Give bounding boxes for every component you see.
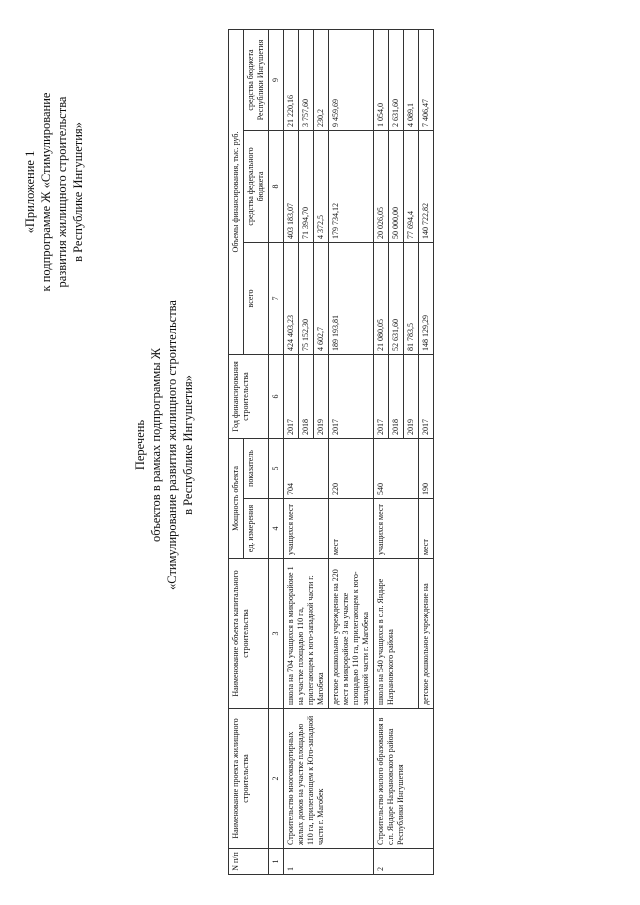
regional-cell: 2 631,60 xyxy=(389,29,404,130)
object-name: детское дошкольное учреждение на xyxy=(419,559,434,709)
col-num: 3 xyxy=(269,559,284,709)
header-capacity: Мощность объекта xyxy=(229,438,244,558)
col-num: 6 xyxy=(269,354,284,438)
title-line-3: «Стимулирование развития жилищного строительства xyxy=(165,300,179,590)
title-line-1: Перечень xyxy=(133,419,147,471)
year-cell: 2017 xyxy=(284,354,299,438)
federal-cell: 403 183,07 xyxy=(284,130,299,242)
regional-cell: 230,2 xyxy=(314,29,329,130)
federal-cell: 140 722,82 xyxy=(419,130,434,242)
col-num: 4 xyxy=(269,499,284,559)
year-cell: 2018 xyxy=(389,354,404,438)
federal-cell: 4 372,5 xyxy=(314,130,329,242)
capacity-unit: мест xyxy=(419,499,434,559)
federal-cell: 20 026,05 xyxy=(374,130,389,242)
appendix-header xyxy=(22,32,86,352)
column-number-row xyxy=(269,29,284,874)
regional-cell: 7 406,47 xyxy=(419,29,434,130)
year-cell: 2017 xyxy=(374,354,389,438)
year-cell: 2018 xyxy=(299,354,314,438)
document-title xyxy=(132,225,196,665)
header-total: всего xyxy=(244,242,269,354)
regional-cell: 1 054,0 xyxy=(374,29,389,130)
project-name: Строительство многоквартирных жилых домов на участке площадью 110 га, прилегающем к Юго-западной части г. Магобек xyxy=(284,709,374,849)
regional-cell: 21 220,16 xyxy=(284,29,299,130)
object-name: школа на 540 учащихся в с.п. Яндаре Назрановского района xyxy=(374,559,419,709)
row-number: 2 xyxy=(374,849,434,875)
year-cell: 2017 xyxy=(419,354,434,438)
header-unit: ед. измерения xyxy=(244,499,269,559)
federal-cell: 77 694,4 xyxy=(404,130,419,242)
capacity-value: 704 xyxy=(284,438,329,498)
total-cell: 4 602,7 xyxy=(314,242,329,354)
col-num: 1 xyxy=(269,849,284,875)
objects-table xyxy=(228,29,434,875)
appendix-line-4: в Республике Ингушетия» xyxy=(71,122,85,262)
capacity-unit: учащихся мест xyxy=(284,499,329,559)
total-cell: 189 193,81 xyxy=(329,242,374,354)
header-federal: средства федерального бюджета xyxy=(244,130,269,242)
header-project: Наименование проекта жилищного строительства xyxy=(229,709,269,849)
capacity-value: 540 xyxy=(374,438,419,498)
object-name: школа на 704 учащихся в микрорайоне 1 на участке площадью 110 га, прилегающем к юго-западной части г. Магобека xyxy=(284,559,329,709)
title-line-2: объектов в рамках подпрограммы Ж xyxy=(149,348,163,542)
federal-cell: 71 394,70 xyxy=(299,130,314,242)
total-cell: 148 129,29 xyxy=(419,242,434,354)
header-n: N п/п xyxy=(229,849,269,875)
header-object: Наименование объекта капитального строительства xyxy=(229,559,269,709)
project-name: Строительство жилого образования в с.п. Яндаре Назрановского района Республики Ингушетия xyxy=(374,709,434,849)
regional-cell: 3 757,60 xyxy=(299,29,314,130)
capacity-value: 190 xyxy=(419,438,434,498)
header-regional: средства бюджета Республики Ингушетия xyxy=(244,29,269,130)
col-num: 9 xyxy=(269,29,284,130)
table-row xyxy=(374,29,389,874)
federal-cell: 179 734,12 xyxy=(329,130,374,242)
regional-cell: 9 459,69 xyxy=(329,29,374,130)
appendix-line-2: к подпрограмме Ж «Стимулирование xyxy=(39,92,53,292)
col-num: 5 xyxy=(269,438,284,498)
capacity-unit: мест xyxy=(329,499,374,559)
year-cell: 2019 xyxy=(314,354,329,438)
regional-cell: 4 089,1 xyxy=(404,29,419,130)
col-num: 7 xyxy=(269,242,284,354)
row-number: 1 xyxy=(284,849,374,875)
year-cell: 2019 xyxy=(404,354,419,438)
header-year: Год финансирования строительства xyxy=(229,354,269,438)
title-line-4: в Республике Ингушетия» xyxy=(181,375,195,515)
appendix-line-3: развития жилищного строительства xyxy=(55,96,69,288)
federal-cell: 50 000,00 xyxy=(389,130,404,242)
year-cell: 2017 xyxy=(329,354,374,438)
header-indicator: показатель xyxy=(244,438,269,498)
total-cell: 75 152,30 xyxy=(299,242,314,354)
header-row-1 xyxy=(229,29,244,874)
total-cell: 81 783,5 xyxy=(404,242,419,354)
col-num: 2 xyxy=(269,709,284,849)
capacity-unit: учащихся мест xyxy=(374,499,419,559)
header-funding: Объемы финансирования, тыс. руб. xyxy=(229,29,244,354)
object-name: детское дошкольное учреждение на 220 мест в микрорайоне 3 на участке площадью 110 га, прилегающем к юго-западной части г. Магобека xyxy=(329,559,374,709)
capacity-value: 220 xyxy=(329,438,374,498)
total-cell: 52 631,60 xyxy=(389,242,404,354)
appendix-line-1: «Приложение 1 xyxy=(23,150,37,234)
total-cell: 424 403,23 xyxy=(284,242,299,354)
table-row xyxy=(284,29,299,874)
col-num: 8 xyxy=(269,130,284,242)
total-cell: 21 080,05 xyxy=(374,242,389,354)
